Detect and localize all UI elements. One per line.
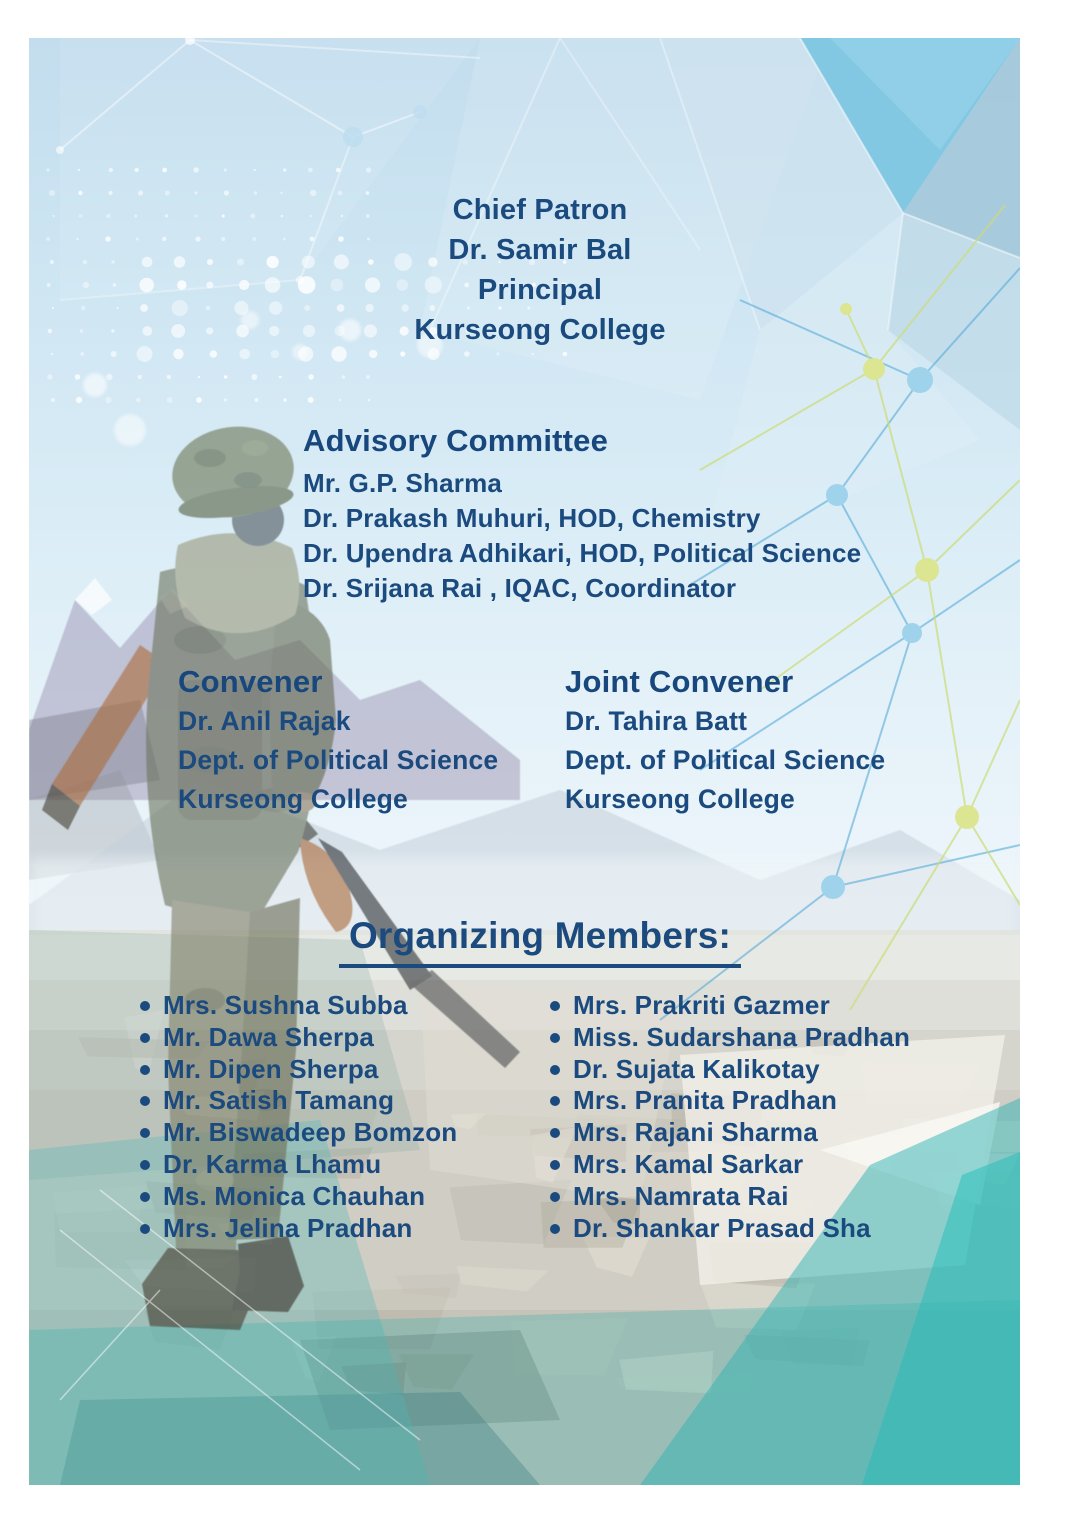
organizing-members-left-column (140, 990, 550, 1244)
member-name: Mr. Dipen Sherpa (163, 1053, 379, 1084)
member-name: Dr. Shankar Prasad Sha (573, 1212, 871, 1243)
joint-convener-block (565, 664, 885, 817)
bullet-dot (550, 1001, 560, 1011)
poster (29, 38, 1020, 1485)
list-item (140, 1054, 550, 1086)
convener-heading: Convener (178, 664, 323, 699)
list-item: Dr. Srijana Rai , IQAC, Coordinator (303, 573, 737, 603)
bullet-dot (140, 1096, 150, 1106)
list-item (140, 1117, 550, 1149)
list-item: Dr. Upendra Adhikari, HOD, Political Science (303, 538, 862, 568)
list-item (550, 990, 1020, 1022)
list-item (140, 1149, 550, 1181)
list-item (140, 1022, 550, 1054)
bullet-dot (550, 1192, 560, 1202)
list-item (140, 1085, 550, 1117)
list-item: Mr. G.P. Sharma (303, 468, 503, 498)
member-name: Dr. Sujata Kalikotay (573, 1053, 820, 1084)
bullet-dot (550, 1224, 560, 1234)
bullet-dot (140, 1001, 150, 1011)
bullet-dot (550, 1160, 560, 1170)
list-item (550, 1022, 1020, 1054)
member-name: Mrs. Rajani Sharma (573, 1117, 818, 1148)
bullet-dot (140, 1192, 150, 1202)
list-item: Dr. Prakash Muhuri, HOD, Chemistry (303, 503, 761, 533)
list-item (550, 1085, 1020, 1117)
convener-org: Kurseong College (178, 784, 408, 814)
bullet-dot (140, 1160, 150, 1170)
joint-convener-org: Kurseong College (565, 784, 795, 814)
list-item (140, 1213, 550, 1245)
chief-patron-name: Dr. Samir Bal (448, 234, 632, 266)
list-item (140, 990, 550, 1022)
advisory-list (303, 466, 861, 606)
joint-convener-name: Dr. Tahira Batt (565, 706, 748, 736)
joint-convener-heading: Joint Convener (565, 664, 794, 699)
advisory-committee-block (303, 423, 861, 606)
members-list-right (550, 990, 1020, 1244)
bullet-dot (140, 1033, 150, 1043)
bullet-dot (550, 1128, 560, 1138)
member-name: Miss. Sudarshana Pradhan (573, 1021, 911, 1052)
convener-block (178, 664, 498, 817)
chief-patron-title: Chief Patron (452, 194, 628, 226)
member-name: Mrs. Namrata Rai (573, 1180, 789, 1211)
chief-patron-block (29, 190, 1020, 350)
list-item (550, 1054, 1020, 1086)
advisory-heading: Advisory Committee (303, 423, 609, 458)
member-name: Dr. Karma Lhamu (163, 1148, 382, 1179)
bullet-dot (140, 1128, 150, 1138)
members-list-left (140, 990, 550, 1244)
list-item (140, 1181, 550, 1213)
bullet-dot (550, 1033, 560, 1043)
bullet-dot (550, 1065, 560, 1075)
member-name: Mr. Satish Tamang (163, 1085, 395, 1116)
convener-name: Dr. Anil Rajak (178, 706, 351, 736)
member-name: Mr. Dawa Sherpa (163, 1021, 375, 1052)
bullet-dot (550, 1096, 560, 1106)
member-name: Mrs. Pranita Pradhan (573, 1085, 838, 1116)
list-item (550, 1181, 1020, 1213)
member-name: Ms. Monica Chauhan (163, 1180, 426, 1211)
list-item (550, 1213, 1020, 1245)
member-name: Mr. Biswadeep Bomzon (163, 1117, 458, 1148)
organizing-members-heading-wrap (29, 914, 1020, 968)
joint-convener-dept: Dept. of Political Science (565, 745, 886, 775)
bullet-dot (140, 1065, 150, 1075)
convener-dept: Dept. of Political Science (178, 745, 499, 775)
member-name: Mrs. Kamal Sarkar (573, 1148, 804, 1179)
list-item (550, 1117, 1020, 1149)
bullet-dot (140, 1224, 150, 1234)
list-item (550, 1149, 1020, 1181)
chief-patron-role: Principal (477, 274, 603, 306)
member-name: Mrs. Sushna Subba (163, 990, 408, 1020)
chief-patron-org: Kurseong College (414, 314, 666, 346)
organizing-members-heading: Organizing Members: (339, 914, 741, 968)
member-name: Mrs. Prakriti Gazmer (573, 990, 830, 1020)
organizing-members-right-column (550, 990, 1020, 1244)
member-name: Mrs. Jelina Pradhan (163, 1212, 413, 1243)
